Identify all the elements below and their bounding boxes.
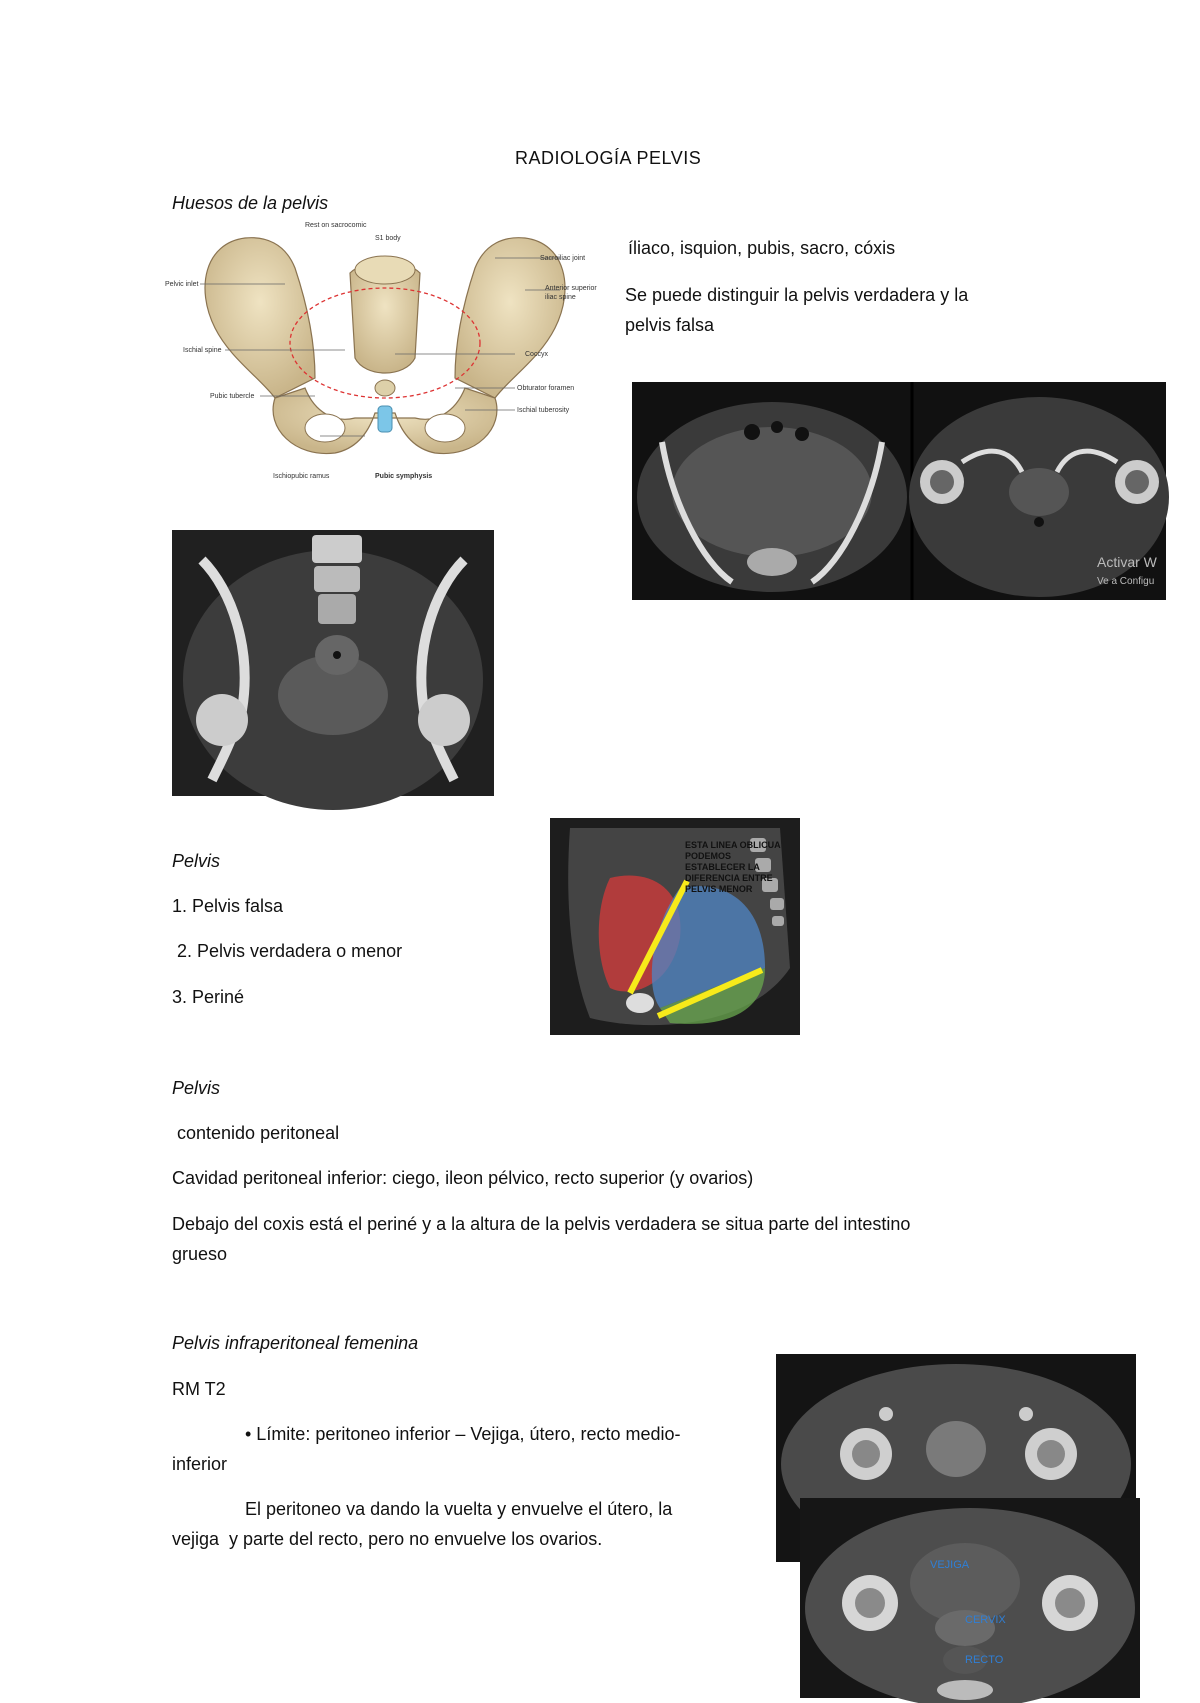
section-heading-bones: Huesos de la pelvis [172,193,329,213]
note-line-3: ESTABLECER LA [685,862,760,872]
distinguish-text-line2: pelvis falsa [625,315,715,335]
label-anterior-superior-1: Anterior superior [545,285,597,292]
note-line-2: PODEMOS [685,851,732,861]
peritoneal-content: contenido peritoneal [172,1123,340,1143]
note-line-1: ESTA LINEA OBLICUA [685,840,781,850]
label-pubic-tubercle: Pubic tubercle [210,393,255,400]
page-title: RADIOLOGÍA PELVIS [515,148,702,168]
peritoneum-text-line1: El peritoneo va dando la vuelta y envuelve el útero, la [245,1499,673,1519]
label-pubic-symphysis: Pubic symphysis [375,473,433,480]
section-heading-infraperitoneal: Pelvis infraperitoneal femenina [172,1333,419,1353]
label-anterior-superior-2: iliac spine [545,294,576,301]
label-cervix: CERVIX [965,1614,1006,1626]
coxis-text-line1: Debajo del coxis está el periné y a la altura de la pelvis verdadera se situa parte del intestino [172,1214,911,1234]
label-ischial-spine: Ischial spine [183,347,222,354]
label-ischiopubic-ramus: Ischiopubic ramus [273,473,330,480]
peritoneal-cavity-text: Cavidad peritoneal inferior: ciego, ileon pélvico, recto superior (y ovarios) [172,1168,754,1188]
pelvis-bone-illustration [165,222,605,482]
ct-sagittal-pelvis-zones [550,818,800,1035]
note-line-4: DIFERENCIA ENTRE [685,873,773,883]
list-item-verdadera: 2. Pelvis verdadera o menor [172,941,403,961]
list-item-falsa: 1. Pelvis falsa [172,896,284,916]
distinguish-text-line1: Se puede distinguir la pelvis verdadera y la [625,285,969,305]
section-heading-pelvis-1: Pelvis [172,851,221,871]
ct-axial-pelvis-pair [632,382,1166,600]
label-obturator-foramen: Obturator foramen [517,385,575,392]
label-pelvic-inlet: Pelvic inlet [165,281,199,288]
label-rest-on-sacrocomic: Rest on sacrocomic [305,222,367,229]
label-sacroiliac-joint: Sacroiliac joint [540,255,586,262]
label-ischial-tuberosity: Ischial tuberosity [517,407,570,414]
ct-coronal-pelvis [172,530,494,796]
label-recto: RECTO [965,1654,1004,1666]
label-coccyx: Coccyx [525,351,548,358]
limit-bullet-line2: inferior [172,1454,228,1474]
section-heading-pelvis-2: Pelvis [172,1078,221,1098]
ct-female-pelvis-lower [800,1498,1140,1698]
peritoneum-text-line2: vejiga y parte del recto, pero no envuelve los ovarios. [172,1529,603,1549]
limit-bullet-line1: • Límite: peritoneo inferior – Vejiga, útero, recto medio- [245,1424,681,1444]
label-s1-body: S1 body [375,235,401,242]
coxis-text-line2: grueso [172,1244,228,1264]
watermark-line1: Activar W [1097,554,1157,570]
list-item-perine: 3. Periné [172,987,245,1007]
bones-list: íliaco, isquion, pubis, sacro, cóxis [628,238,896,258]
note-line-5: PELVIS MENOR [685,884,753,894]
watermark-line2: Ve a Configu [1097,576,1155,587]
sequence-label: RM T2 [172,1379,226,1399]
label-vejiga: VEJIGA [930,1559,970,1571]
